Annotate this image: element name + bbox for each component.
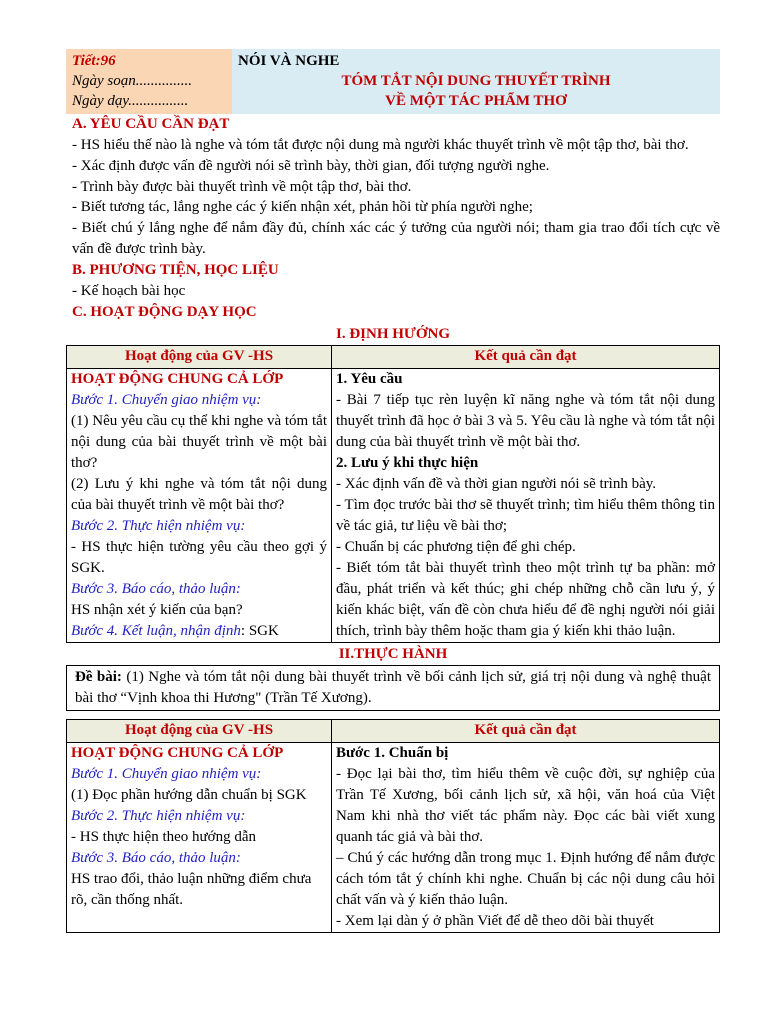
prep-date: Ngày soạn...............	[72, 73, 192, 89]
step-label: Bước 4. Kết luận, nhận định	[71, 622, 241, 639]
lesson-number: Tiết:96	[72, 53, 116, 69]
section-a-heading: A. YÊU CẦU CẦN ĐẠT	[72, 116, 230, 132]
step-text: HS nhận xét ý kiến của bạn?	[71, 601, 243, 618]
section-a-item: - Trình bày được bài thuyết trình về một tập thơ, bài thơ.	[72, 178, 412, 195]
topic-cell	[67, 665, 720, 710]
spacer	[66, 711, 720, 719]
step-text: HS trao đổi, thảo luận những điểm chưa rõ, cần thống nhất.	[71, 870, 312, 908]
lesson-meta	[66, 49, 232, 114]
result-text: - Bài 7 tiếp tục rèn luyện kĩ năng nghe và tóm tắt nội dung thuyết trình đã học ở bài 3 và 5. Yêu cầu là nghe và tóm tắt nội dung của bài thuyết trình về một bài thơ.	[336, 391, 715, 450]
topic-label: Đề bài:	[75, 668, 122, 685]
part1-result-cell	[332, 368, 720, 642]
result-text: - Xem lại dàn ý ở phần Viết để dễ theo dõi bài thuyết	[336, 912, 654, 929]
topic-text: (1) Nghe và tóm tắt nội dung bài thuyết trình về bối cảnh lịch sử, giá trị nội dung và nghệ thuật bài thơ “Vịnh khoa thi Hương" (Trần Tế Xương).	[75, 668, 711, 706]
part2-heading: II.THỰC HÀNH	[338, 645, 448, 662]
part2-result-cell	[332, 742, 720, 932]
part1-col2-header: Kết quả cần đạt	[332, 345, 720, 368]
activity-heading: HOẠT ĐỘNG CHUNG CẢ LỚP	[71, 370, 284, 387]
result-heading: 2. Lưu ý khi thực hiện	[336, 454, 479, 471]
lesson-page	[66, 49, 720, 933]
part2-activity-cell	[67, 742, 332, 932]
activity-heading: HOẠT ĐỘNG CHUNG CẢ LỚP	[71, 744, 284, 761]
step-text: - HS thực hiện theo hướng dẫn	[71, 828, 256, 845]
step-label: Bước 3. Báo cáo, thảo luận:	[71, 849, 241, 866]
lesson-title-box	[232, 49, 720, 114]
result-heading: 1. Yêu cầu	[336, 370, 403, 387]
step-label: Bước 2. Thực hiện nhiệm vụ:	[71, 807, 246, 824]
lesson-header	[66, 49, 720, 114]
topic-table	[66, 665, 720, 711]
result-text: - Biết tóm tắt bài thuyết trình theo một trình tự ba phần: mở đầu, phát triển và kết thúc; ghi chép những chỗ cần lưu ý, ý kiến khác biệt, vấn đề còn chưa hiểu để đề nghị người nói giải thích, trình bày thêm hoặc tham gia ý kiến khi thảo luận.	[336, 559, 715, 639]
step-label: Bước 1. Chuyển giao nhiệm vụ:	[71, 391, 262, 408]
step-text: (2) Lưu ý khi nghe và tóm tắt nội dung của bài thuyết trình về một bài thơ?	[71, 475, 327, 513]
step-text: (1) Nêu yêu cầu cụ thể khi nghe và tóm tắt nội dung của bài thuyết trình về một bài thơ?	[71, 412, 327, 471]
result-text: - Chuẩn bị các phương tiện để ghi chép.	[336, 538, 576, 555]
section-b-heading: B. PHƯƠNG TIỆN, HỌC LIỆU	[72, 261, 279, 278]
step-label: Bước 2. Thực hiện nhiệm vụ:	[71, 517, 246, 534]
section-b-item: - Kế hoạch bài học	[72, 282, 186, 299]
section-a-item: - HS hiểu thế nào là nghe và tóm tắt được nội dung mà người khác thuyết trình về một tập thơ, bài thơ.	[72, 137, 689, 153]
result-text: - Tìm đọc trước bài thơ sẽ thuyết trình; tìm hiểu thêm thông tin về tác giả, tư liệu về bài thơ;	[336, 496, 715, 534]
part2-table	[66, 719, 720, 933]
section-a-item: - Biết tương tác, lắng nghe các ý kiến nhận xét, phản hồi từ phía người nghe;	[72, 199, 533, 216]
part1-activity-cell	[67, 368, 332, 642]
part1-col1-header: Hoạt động của GV -HS	[67, 345, 332, 368]
step-line	[71, 621, 327, 642]
result-text: – Chú ý các hướng dẫn trong mục 1. Định hướng để nắm được cách tóm tắt ý chính khi nghe. Chuẩn bị các nội dung câu hỏi chất vấn và ý kiến thảo luận.	[336, 849, 715, 908]
step-text: - HS thực hiện tường yêu cầu theo gợi ý SGK.	[71, 538, 327, 576]
part2-col2-header: Kết quả cần đạt	[332, 719, 720, 742]
step-label: Bước 3. Báo cáo, thảo luận:	[71, 580, 241, 597]
result-heading: Bước 1. Chuẩn bị	[336, 744, 449, 761]
result-text: - Xác định vấn đề và thời gian người nói sẽ trình bày.	[336, 475, 657, 492]
part1-table	[66, 345, 720, 643]
lesson-title-line1: TÓM TẮT NỘI DUNG THUYẾT TRÌNH	[341, 73, 611, 89]
step-text: : SGK	[240, 622, 279, 639]
section-a-item: - Biết chú ý lắng nghe để nắm đầy đủ, chính xác các ý tưởng của người nói; tham gia trao đổi tích cực về vấn đề được trình bày.	[72, 220, 720, 257]
part2-col1-header: Hoạt động của GV -HS	[67, 719, 332, 742]
part1-heading: I. ĐỊNH HƯỚNG	[335, 325, 451, 342]
step-label: Bước 1. Chuyển giao nhiệm vụ:	[71, 765, 262, 782]
lesson-title-line2: VỀ MỘT TÁC PHẨM THƠ	[385, 93, 567, 109]
step-text: (1) Đọc phần hướng dẫn chuẩn bị SGK	[71, 786, 307, 803]
section-c-heading: C. HOẠT ĐỘNG DẠY HỌC	[72, 303, 257, 320]
section-a-item: - Xác định được vấn đề người nói sẽ trình bày, thời gian, đối tượng người nghe.	[72, 157, 550, 174]
teach-date: Ngày dạy................	[72, 93, 189, 109]
result-text: - Đọc lại bài thơ, tìm hiểu thêm về cuộc đời, sự nghiệp của Trần Tế Xương, bối cảnh lịch sử, xã hội, văn hoá của Việt Nam khi nhà thơ viết tác phẩm này. Đọc các bài viết xung quanh tác giả và bài thơ.	[336, 765, 715, 845]
section-name: NÓI VÀ NGHE	[238, 53, 340, 69]
